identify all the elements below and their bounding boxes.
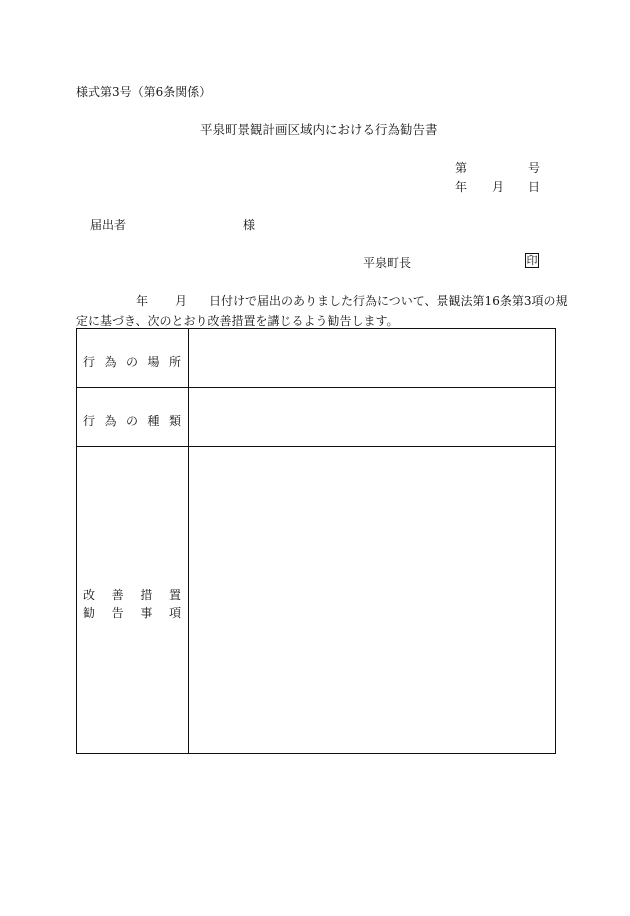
recommendation-table	[76, 328, 556, 754]
body-text-line2: 定に基づき、次のとおり改善措置を講じるよう勧告します。	[76, 314, 399, 328]
body-text-line1	[76, 295, 567, 307]
row-value-location[interactable]	[189, 329, 555, 387]
row-value-type[interactable]	[189, 388, 555, 446]
form-number: 様式第3号（第6条関係）	[76, 85, 212, 99]
document-title: 平泉町景観計画区域内における行為勧告書	[200, 122, 438, 137]
table-row-recommendation	[77, 447, 555, 753]
body-month: 月	[175, 294, 188, 308]
seal-stamp: 印	[526, 254, 538, 267]
issue-date-month: 月	[492, 180, 505, 194]
issuer-name: 平泉町長	[363, 256, 412, 270]
notifier-label: 届出者	[90, 218, 127, 232]
issue-date-year: 年	[455, 180, 468, 194]
table-column-divider	[188, 329, 189, 753]
reference-number-suffix: 号	[528, 161, 541, 175]
row-value-recommendation[interactable]	[189, 447, 555, 753]
table-row-location	[77, 329, 555, 388]
row-label-recommended-items: 勧 告 事 項	[83, 606, 181, 620]
issue-date-day: 日	[528, 180, 541, 194]
body-line1-rest: 日付けで届出のありました行為について、景観法第16条第3項の規	[209, 294, 568, 308]
row-label-type: 行 為 の 種 類	[83, 414, 181, 428]
row-label-improvement-measures: 改 善 措 置	[83, 588, 181, 602]
body-year: 年	[136, 294, 149, 308]
reference-number-prefix: 第	[455, 161, 468, 175]
row-label-location: 行 為 の 場 所	[83, 355, 181, 369]
notifier-honorific: 様	[243, 218, 256, 232]
table-row-type	[77, 388, 555, 447]
